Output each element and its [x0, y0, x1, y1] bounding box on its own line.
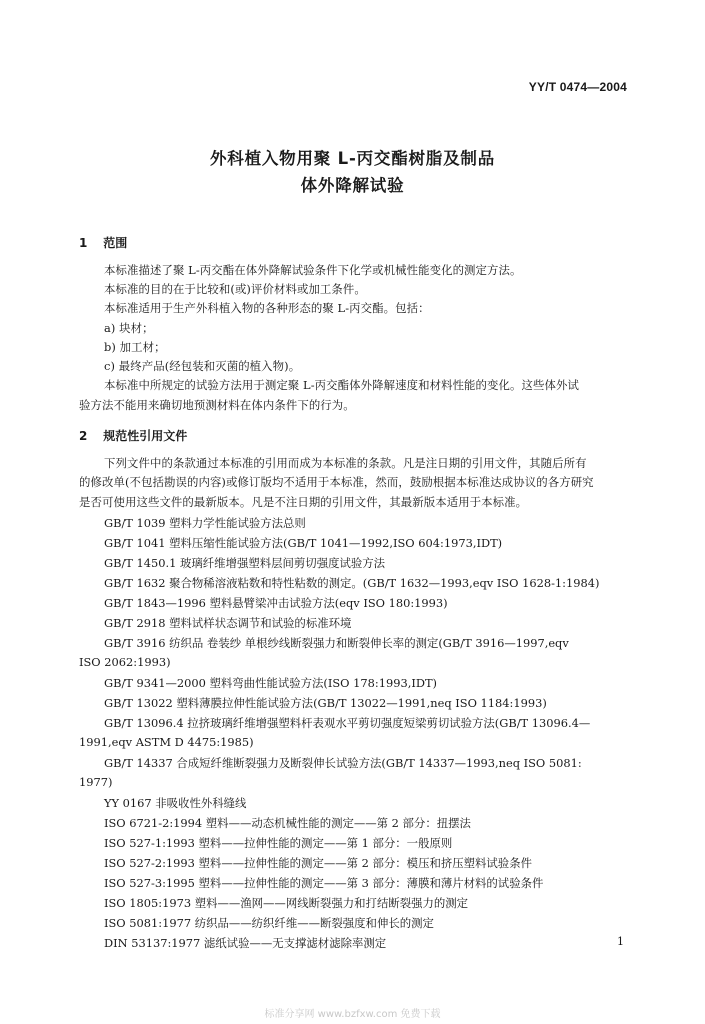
reference-item: GB/T 3916 纺织品 卷装纱 单根纱线断裂强力和断裂伸长率的测定(GB/T 3916—1997,eqv	[104, 636, 569, 650]
reference-item: GB/T 2918 塑料试样状态调节和试验的标准环境	[104, 616, 352, 630]
section-1-paragraph: 本标准适用于生产外科植入物的各种形态的聚 L-丙交酯。包括：	[104, 301, 430, 315]
section-2-number: 2	[79, 429, 88, 443]
section-1-paragraph: 本标准的目的在于比较和(或)评价材料或加工条件。	[104, 282, 366, 296]
document-title-line-1: 外科植入物用聚 L-丙交酯树脂及制品	[209, 149, 495, 168]
reference-item-continued: ISO 2062:1993)	[79, 655, 171, 669]
reference-item: GB/T 9341—2000 塑料弯曲性能试验方法(ISO 178:1993,IDT)	[104, 676, 437, 690]
section-1-paragraph: 本标准描述了聚 L-丙交酯在体外降解试验条件下化学或机械性能变化的测定方法。	[104, 263, 522, 277]
section-1-list-item: a) 块材；	[104, 321, 154, 335]
reference-item-continued: 1977)	[79, 775, 113, 789]
reference-item: GB/T 13096.4 拉挤玻璃纤维增强塑料杆表观水平剪切强度短梁剪切试验方法(GB/T 13096.4—	[104, 716, 591, 730]
reference-item: ISO 5081:1977 纺织品——纺织纤维——断裂强度和伸长的测定	[104, 916, 434, 930]
section-1-paragraph: 验方法不能用来确切地预测材料在体内条件下的行为。	[79, 398, 355, 412]
section-1-list-item: b) 加工材；	[104, 340, 166, 354]
reference-item: GB/T 13022 塑料薄膜拉伸性能试验方法(GB/T 13022—1991,neq ISO 1184:1993)	[104, 696, 547, 710]
section-2-intro: 的修改单(不包括勘误的内容)或修订版均不适用于本标准，然而，鼓励根据本标准达成协议的各方研究	[79, 475, 594, 489]
document-title-line-2: 体外降解试验	[300, 176, 405, 195]
reference-item: GB/T 1041 塑料压缩性能试验方法(GB/T 1041—1992,ISO 604:1973,IDT)	[104, 536, 503, 550]
standard-number: YY/T 0474—2004	[528, 80, 627, 94]
reference-item: DIN 53137:1977 滤纸试验——无支撑滤材滤除率测定	[104, 936, 387, 950]
section-1-title: 范围	[103, 236, 128, 250]
reference-item: GB/T 14337 合成短纤维断裂强力及断裂伸长试验方法(GB/T 14337—1993,neq ISO 5081:	[104, 756, 582, 770]
section-1-list-item: c) 最终产品(经包装和灭菌的植入物)。	[104, 359, 301, 373]
reference-item: GB/T 1450.1 玻璃纤维增强塑料层间剪切强度试验方法	[104, 556, 386, 570]
section-1-heading	[79, 234, 127, 251]
page-number: 1	[617, 935, 624, 948]
footer-watermark: 标准分享网 www.bzfxw.com 免费下载	[264, 1009, 441, 1020]
reference-item: ISO 6721-2:1994 塑料——动态机械性能的测定——第 2 部分：扭摆法	[104, 816, 471, 830]
reference-item: ISO 1805:1973 塑料——渔网——网线断裂强力和打结断裂强力的测定	[104, 896, 469, 910]
reference-item: GB/T 1632 聚合物稀溶液粘数和特性粘数的测定。(GB/T 1632—1993,eqv ISO 1628-1:1984)	[104, 576, 600, 590]
section-2-title: 规范性引用文件	[103, 429, 188, 443]
reference-item: GB/T 1039 塑料力学性能试验方法总则	[104, 516, 306, 530]
reference-item: YY 0167 非吸收性外科缝线	[104, 796, 247, 810]
reference-item: ISO 527-3:1995 塑料——拉伸性能的测定——第 3 部分：薄膜和薄片材料的试验条件	[104, 876, 544, 890]
section-2-heading	[79, 427, 187, 444]
reference-item: ISO 527-1:1993 塑料——拉伸性能的测定——第 1 部分：一般原则	[104, 836, 453, 850]
reference-item-continued: 1991,eqv ASTM D 4475:1985)	[79, 735, 254, 749]
section-1-number: 1	[79, 236, 88, 250]
section-2-intro: 是否可使用这些文件的最新版本。凡是不注日期的引用文件，其最新版本适用于本标准。	[79, 495, 528, 509]
section-1-paragraph: 本标准中所规定的试验方法用于测定聚 L-丙交酯体外降解速度和材料性能的变化。这些体外试	[104, 378, 579, 392]
reference-item: ISO 527-2:1993 塑料——拉伸性能的测定——第 2 部分：模压和挤压塑料试验条件	[104, 856, 532, 870]
section-2-intro: 下列文件中的条款通过本标准的引用而成为本标准的条款。凡是注日期的引用文件，其随后所有	[104, 456, 587, 470]
reference-item: GB/T 1843—1996 塑料悬臂梁冲击试验方法(eqv ISO 180:1993)	[104, 596, 448, 610]
